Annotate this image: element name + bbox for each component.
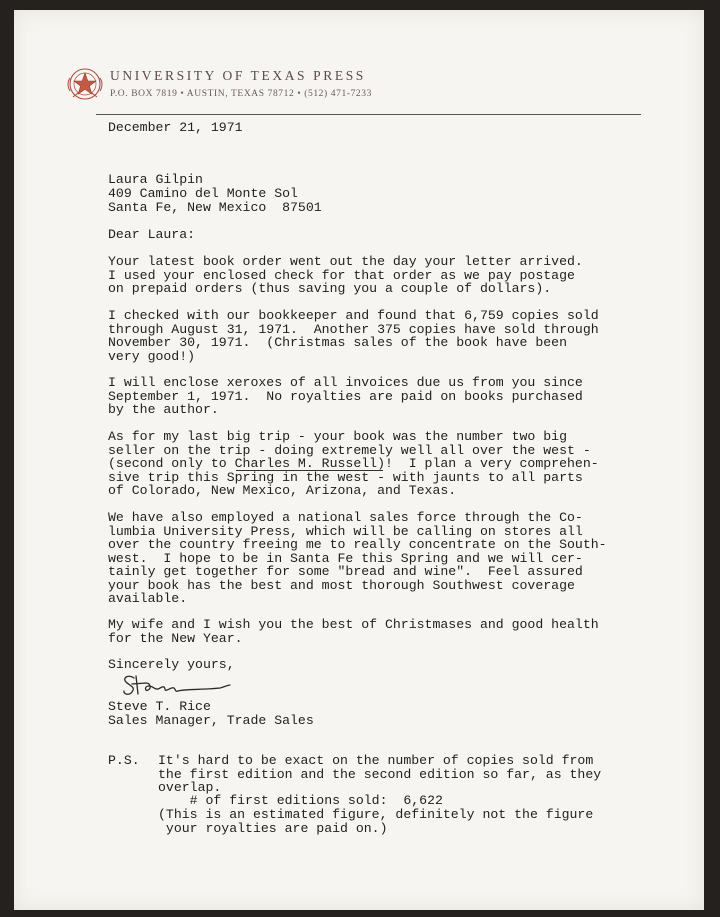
postscript-note: (This is an estimated figure, definitely not the figure your royalties are paid on.) [158,807,594,836]
letterhead [66,64,666,108]
paragraph-copies-sold: I checked with our bookkeeper and found that 6,759 copies sold through August 31, 1971. Another 375 copies have sold through November 30, 1971. (Christmas sales of the book have been very good!) [108,308,599,364]
postscript-label: P.S. [108,753,140,769]
postscript-count: # of first editions sold: 6,622 [158,793,443,809]
press-address: P.O. BOX 7819 • AUSTIN, TEXAS 78712 • (512) 471-7233 [110,89,372,99]
handwritten-signature [120,670,235,700]
star-seal-icon [66,64,104,104]
paragraph-sales-force: We have also employed a national sales force through the Co- lumbia University Press, which will be calling on stores all over the country freeing me to really concentrate on the South- west. I hope to be in Santa Fe this Spring and we will cer- tainly get together for some "bread and wine". Feel assured your book has the best and most thorough Southwest coverage available. [108,510,607,606]
recipient-city: Santa Fe, New Mexico 87501 [108,200,322,215]
recipient-street: 409 Camino del Monte Sol [108,186,298,201]
closing: Sincerely yours, [108,657,235,672]
signer-title: Sales Manager, Trade Sales [108,713,314,728]
signer-name: Steve T. Rice [108,699,211,714]
letterhead-rule [96,114,641,115]
press-name: UNIVERSITY OF TEXAS PRESS [110,68,366,83]
paragraph-season-greetings: My wife and I wish you the best of Christmases and good health for the New Year. [108,617,599,646]
paragraph-sales-trip: As for my last big trip - your book was the number two big seller on the trip - doing extremely well all over the west - (second only to Charles M. Russell)! I plan a very comprehen- sive trip this Spring in the west - with jaunts to all parts of Colorado, New Mexico, Arizona, and Texas. [108,429,599,498]
postscript-text: It's hard to be exact on the number of copies sold from the first edition and the second edition so far, as they overlap. [158,753,602,796]
title-underline [236,470,383,471]
paragraph-invoices: I will enclose xeroxes of all invoices due us from you since September 1, 1971. No royalties are paid on books purchased by the author. [108,375,583,417]
paragraph-order-shipped: Your latest book order went out the day your letter arrived. I used your enclosed check for that order as we pay postage on prepaid orders (thus saving you a couple of dollars). [108,254,583,296]
salutation: Dear Laura: [108,227,196,242]
recipient-name: Laura Gilpin [108,172,203,187]
letter-date: December 21, 1971 [108,120,243,135]
